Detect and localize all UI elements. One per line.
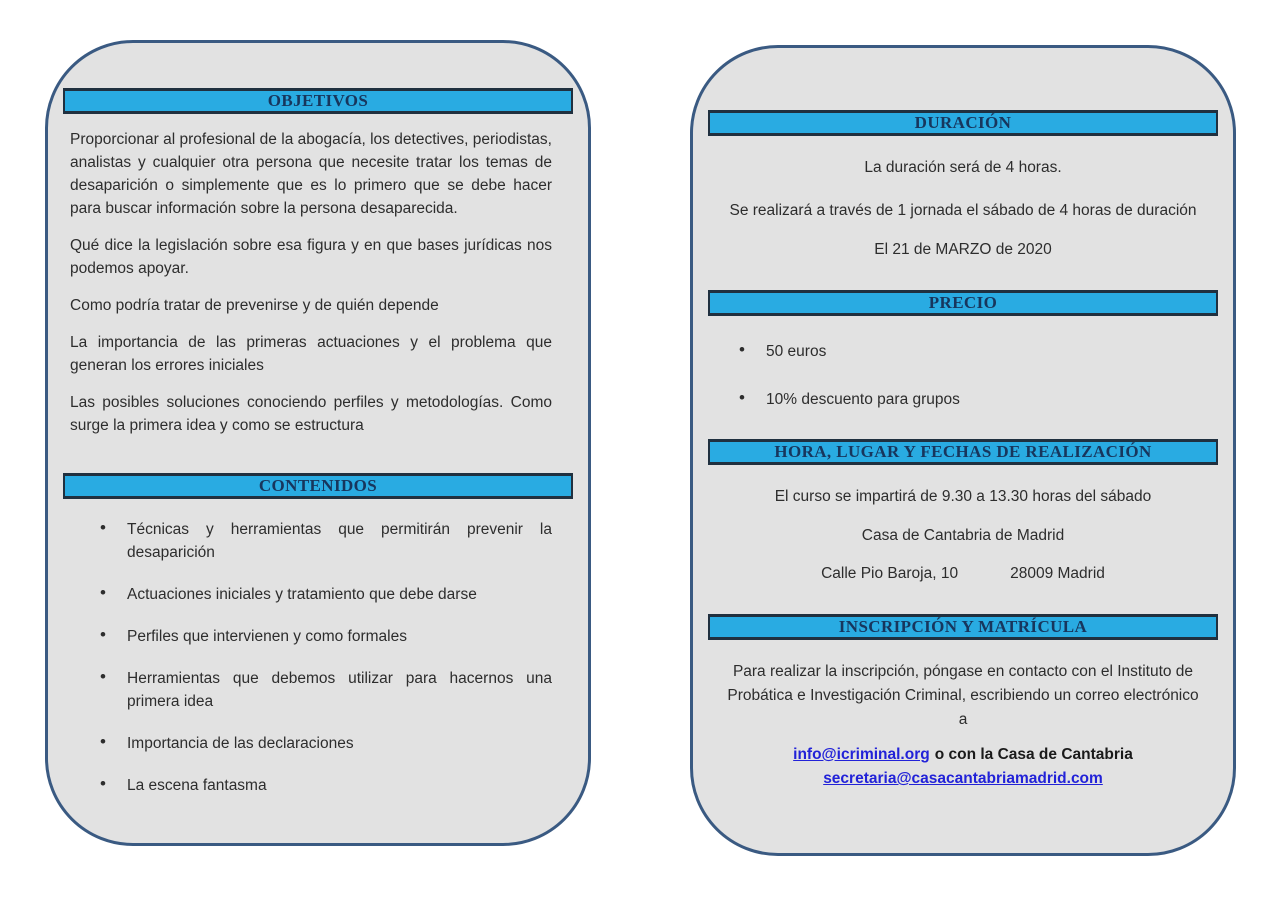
section-header-contenidos: [63, 473, 573, 499]
section-title: OBJETIVOS: [267, 91, 369, 110]
section-title: DURACIÓN: [914, 113, 1012, 132]
hora-line: El curso se impartirá de 9.30 a 13.30 horas del sábado: [774, 488, 1152, 505]
email-line-secondary: [693, 767, 1233, 791]
email-link-casa-cantabria[interactable]: secretaria@casacantabriamadrid.com: [823, 770, 1103, 787]
list-item: [693, 388, 1203, 411]
bullet-icon: •: [100, 774, 106, 793]
bullet-text: Importancia de las declaraciones: [127, 735, 354, 752]
section-title: CONTENIDOS: [258, 476, 378, 495]
section-header-hora-lugar-fechas: [708, 439, 1218, 465]
email-suffix-text: o con la Casa de Cantabria: [934, 746, 1133, 763]
bullet-text: 10% descuento para grupos: [766, 391, 960, 408]
objetivos-paragraph: Qué dice la legislación sobre esa figura y en que bases jurídicas nos podemos apoyar.: [70, 237, 552, 277]
duracion-line: La duración será de 4 horas.: [864, 159, 1062, 176]
right-panel: [690, 45, 1236, 856]
section-header-objetivos: [63, 88, 573, 114]
address-street: Calle Pio Baroja, 10: [821, 565, 959, 582]
hora-line: Casa de Cantabria de Madrid: [861, 527, 1065, 544]
address-postal-city: 28009 Madrid: [1010, 565, 1105, 582]
section-title: HORA, LUGAR Y FECHAS DE REALIZACIÓN: [774, 442, 1152, 461]
objetivos-paragraph: Las posibles soluciones conociendo perfiles y metodologías. Como surge la primera idea y como se estructura: [70, 394, 552, 434]
left-panel: [45, 40, 591, 846]
list-item: [48, 732, 552, 755]
bullet-icon: •: [100, 518, 106, 537]
section-title: INSCRIPCIÓN Y MATRÍCULA: [838, 617, 1088, 636]
list-item: [48, 774, 552, 797]
bullet-text: Técnicas y herramientas que permitirán prevenir la desaparición: [127, 521, 552, 561]
bullet-icon: •: [100, 732, 106, 751]
bullet-text: La escena fantasma: [127, 777, 267, 794]
duracion-line: Se realizará a través de 1 jornada el sábado de 4 horas de duración: [729, 202, 1197, 219]
objetivos-paragraph: Como podría tratar de prevenirse y de quién depende: [70, 297, 439, 314]
bullet-icon: •: [739, 388, 745, 407]
list-item: [48, 625, 552, 648]
address-line: [693, 562, 1233, 585]
list-item: [48, 583, 552, 606]
bullet-text: 50 euros: [766, 343, 827, 360]
email-line-primary: [693, 743, 1233, 767]
bullet-icon: •: [100, 625, 106, 644]
duracion-line: El 21 de MARZO de 2020: [874, 241, 1052, 258]
email-link-icriminal[interactable]: info@icriminal.org: [793, 746, 930, 763]
bullet-text: Herramientas que debemos utilizar para hacernos una primera idea: [127, 670, 552, 710]
bullet-text: Actuaciones iniciales y tratamiento que debe darse: [127, 586, 477, 603]
bullet-icon: •: [739, 340, 745, 359]
objetivos-paragraph: La importancia de las primeras actuaciones y el problema que generan los errores iniciales: [70, 334, 552, 374]
objetivos-paragraph: Proporcionar al profesional de la abogacía, los detectives, periodistas, analistas y cualquier otra persona que necesite tratar los temas de desaparición o simplemente que es lo primero que se debe hacer para buscar información sobre la persona desaparecida.: [70, 131, 552, 217]
section-header-inscripcion: [708, 614, 1218, 640]
bullet-text: Perfiles que intervienen y como formales: [127, 628, 407, 645]
bullet-icon: •: [100, 667, 106, 686]
list-item: [693, 340, 1203, 363]
section-header-precio: [708, 290, 1218, 316]
inscripcion-paragraph: Para realizar la inscripción, póngase en contacto con el Instituto de Probática e Investigación Criminal, escribiendo un correo electrónico a: [727, 663, 1199, 728]
section-title: PRECIO: [928, 293, 998, 312]
section-header-duracion: [708, 110, 1218, 136]
list-item: [48, 667, 552, 713]
bullet-icon: •: [100, 583, 106, 602]
list-item: [48, 518, 552, 564]
